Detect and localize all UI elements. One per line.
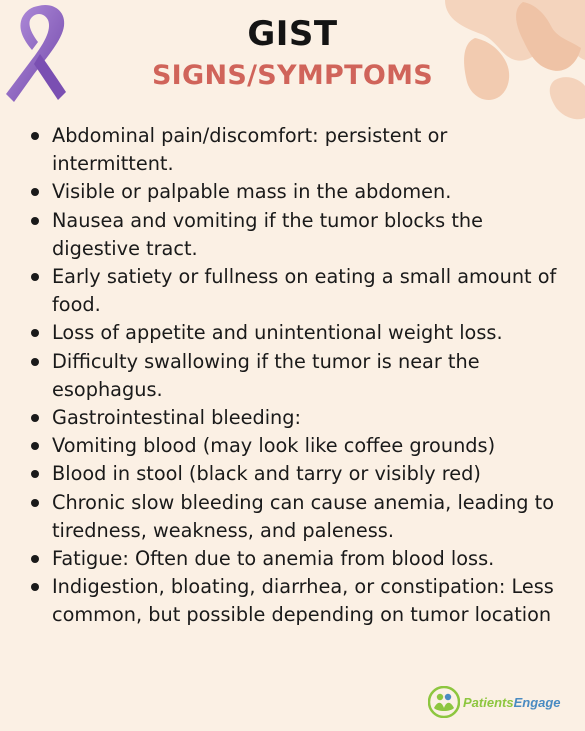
symptom-list xyxy=(28,122,573,630)
list-item: Fatigue: Often due to anemia from blood loss. xyxy=(28,545,573,573)
logo-text xyxy=(463,695,561,710)
list-item: Abdominal pain/discomfort: persistent or intermittent. xyxy=(28,122,573,178)
list-item: Loss of appetite and unintentional weight loss. xyxy=(28,319,573,347)
list-item: Chronic slow bleeding can cause anemia, leading to tiredness, weakness, and paleness. xyxy=(28,489,573,545)
patientsengage-logo xyxy=(428,684,561,720)
list-item: Gastrointestinal bleeding: xyxy=(28,404,573,432)
logo-text-part2: Engage xyxy=(513,694,561,710)
list-item: Blood in stool (black and tarry or visibly red) xyxy=(28,460,573,488)
logo-text-part1: Patients xyxy=(463,694,514,710)
page-subtitle: SIGNS/SYMPTOMS xyxy=(151,60,434,91)
list-item: Early satiety or fullness on eating a small amount of food. xyxy=(28,263,573,319)
list-item: Indigestion, bloating, diarrhea, or constipation: Less common, but possible depending on tumor location xyxy=(28,573,573,629)
list-item: Vomiting blood (may look like coffee grounds) xyxy=(28,432,573,460)
list-item: Visible or palpable mass in the abdomen. xyxy=(28,178,573,206)
page-title: GIST xyxy=(247,14,338,54)
list-item: Nausea and vomiting if the tumor blocks the digestive tract. xyxy=(28,207,573,263)
list-item: Difficulty swallowing if the tumor is near the esophagus. xyxy=(28,348,573,404)
patientsengage-logo-icon xyxy=(428,686,460,718)
